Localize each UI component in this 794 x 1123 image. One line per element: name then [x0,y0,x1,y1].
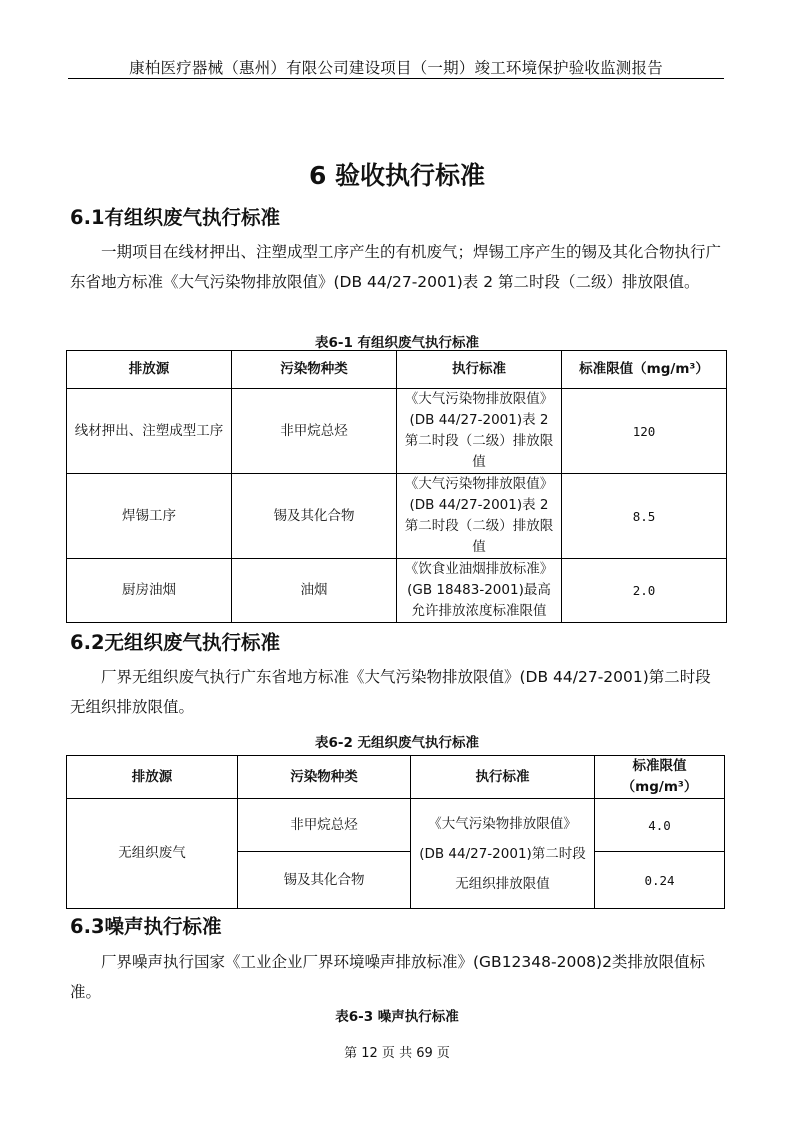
table-row [67,474,727,559]
table-header-cell: 标准限值（mg/m³） [562,351,727,389]
page-header: 康柏医疗器械（惠州）有限公司建设项目（一期）竣工环境保护验收监测报告 [129,59,663,77]
cell-pollutant: 油烟 [232,559,397,623]
cell-pollutant: 锡及其化合物 [232,474,397,559]
cell-standard: 《大气污染物排放限值》(DB 44/27-2001)表 2 第二时段（二级）排放限值 [397,474,562,559]
table-header-cell: 污染物种类 [232,351,397,389]
table-header-cell: 执行标准 [411,756,595,799]
section-heading-6-3: 6.3噪声执行标准 [70,915,222,938]
section-heading-6-2: 6.2无组织废气执行标准 [70,631,281,654]
table-caption-6-2: 表6-2 无组织废气执行标准 [314,735,480,751]
cell-pollutant: 非甲烷总烃 [238,799,411,852]
cell-standard: 《大气污染物排放限值》(DB 44/27-2001)表 2 第二时段（二级）排放限值 [397,389,562,474]
chapter-title: 6 验收执行标准 [308,161,486,190]
table-6-2 [66,755,725,909]
table-row [67,389,727,474]
page-number: 第 12 页 共 69 页 [344,1046,450,1061]
cell-standard: 《饮食业油烟排放标准》(GB 18483-2001)最高允许排放浓度标准限值 [397,559,562,623]
table-header-cell: 排放源 [67,351,232,389]
header-rule [68,78,724,79]
cell-source: 厨房油烟 [67,559,232,623]
cell-limit: 4.0 [595,799,725,852]
table-caption-6-3: 表6-3 噪声执行标准 [335,1009,459,1025]
cell-limit: 120 [562,389,727,474]
section-text-6-2 [70,662,726,722]
section-text-6-1 [70,237,726,297]
section-text-6-1-body: 一期项目在线材押出、注塑成型工序产生的有机废气；焊锡工序产生的锡及其化合物执行广东省地方标准《大气污染物排放限值》(DB 44/27-2001)表 2 第二时段（二级）排放限值。 [70,243,722,291]
section-text-6-2-body: 厂界无组织废气执行广东省地方标准《大气污染物排放限值》(DB 44/27-2001)第二时段无组织排放限值。 [70,668,711,716]
table-header-cell: 排放源 [67,756,238,799]
table-caption-6-1: 表6-1 有组织废气执行标准 [314,335,480,351]
table-row [67,799,725,852]
section-text-6-3 [70,947,726,1007]
table-header-cell: 执行标准 [397,351,562,389]
table-header-row [67,756,725,799]
cell-source: 焊锡工序 [67,474,232,559]
cell-limit: 0.24 [595,852,725,909]
cell-pollutant: 非甲烷总烃 [232,389,397,474]
section-heading-6-1: 6.1有组织废气执行标准 [70,206,281,229]
cell-limit: 2.0 [562,559,727,623]
table-6-1 [66,350,727,623]
section-text-6-3-body: 厂界噪声执行国家《工业企业厂界环境噪声排放标准》(GB12348-2008)2类排放限值标准。 [70,953,705,1001]
table-row [67,559,727,623]
cell-pollutant: 锡及其化合物 [238,852,411,909]
cell-limit: 8.5 [562,474,727,559]
cell-source: 线材押出、注塑成型工序 [67,389,232,474]
table-header-cell: 标准限值（mg/m³） [595,756,725,799]
cell-standard: 《大气污染物排放限值》(DB 44/27-2001)第二时段无组织排放限值 [411,799,595,909]
table-header-cell: 污染物种类 [238,756,411,799]
cell-source: 无组织废气 [67,799,238,909]
table-header-row [67,351,727,389]
